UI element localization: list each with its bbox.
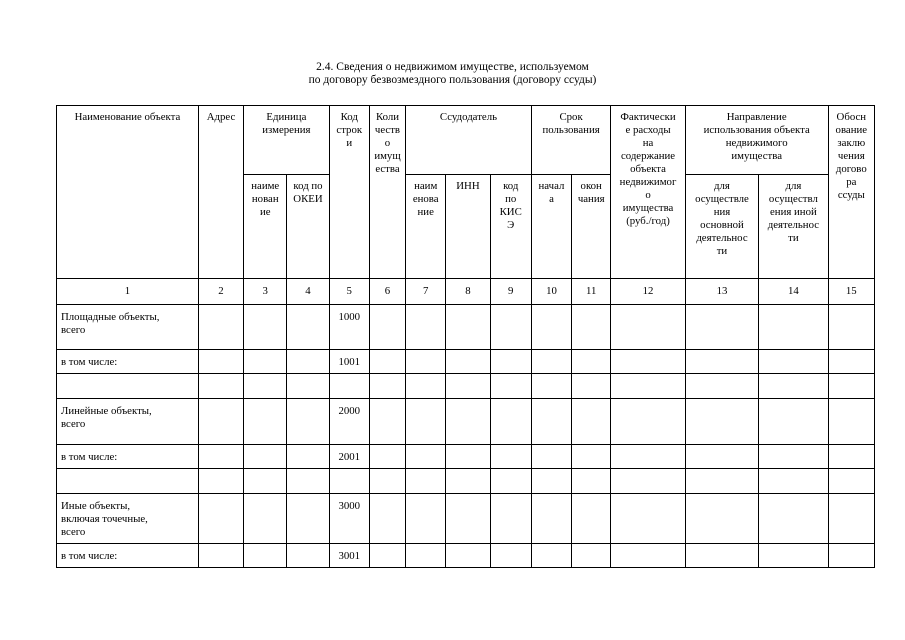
empty-cell — [572, 305, 611, 350]
empty-cell — [446, 305, 490, 350]
header-address: Адрес — [198, 106, 243, 279]
section-title-line-1: 2.4. Сведения о недвижимом имуществе, используемом — [316, 61, 589, 73]
column-number: 3 — [244, 279, 287, 305]
empty-cell — [369, 445, 405, 469]
empty-cell — [198, 544, 243, 568]
empty-cell — [369, 469, 405, 494]
table-row — [57, 374, 875, 399]
table-row — [57, 469, 875, 494]
empty-cell — [759, 305, 828, 350]
header-lender-kise: код по КИС Э — [490, 175, 531, 279]
empty-cell — [406, 374, 446, 399]
empty-cell — [828, 445, 874, 469]
header-quantity: Коли честв о имущ ества — [369, 106, 405, 279]
empty-cell — [446, 374, 490, 399]
empty-cell — [828, 374, 874, 399]
empty-cell — [369, 374, 405, 399]
header-lender-inn: ИНН — [446, 175, 490, 279]
empty-cell — [406, 350, 446, 374]
empty-cell — [446, 399, 490, 445]
empty-cell — [446, 350, 490, 374]
empty-cell — [828, 305, 874, 350]
empty-cell — [287, 399, 329, 445]
header-term-start: начал а — [531, 175, 571, 279]
empty-cell — [198, 445, 243, 469]
table-row — [57, 350, 875, 374]
row-object-name: Линейные объекты, всего — [57, 399, 199, 445]
column-number: 1 — [57, 279, 199, 305]
header-justification: Обосн ование заклю чения догово ра ссуды — [828, 106, 874, 279]
empty-cell — [446, 494, 490, 544]
row-object-name — [57, 469, 199, 494]
column-number-row — [57, 279, 875, 305]
column-number: 5 — [329, 279, 369, 305]
empty-cell — [685, 374, 758, 399]
table-row — [57, 494, 875, 544]
row-line-code: 2000 — [329, 399, 369, 445]
empty-cell — [759, 494, 828, 544]
empty-cell — [828, 494, 874, 544]
row-line-code — [329, 374, 369, 399]
empty-cell — [287, 350, 329, 374]
row-line-code: 3001 — [329, 544, 369, 568]
header-expenses: Фактически е расходы на содержание объекта недвижимог о имущества (руб./год) — [611, 106, 685, 279]
empty-cell — [828, 469, 874, 494]
empty-cell — [369, 494, 405, 544]
empty-cell — [572, 494, 611, 544]
empty-cell — [531, 469, 571, 494]
empty-cell — [287, 469, 329, 494]
empty-cell — [198, 305, 243, 350]
header-name: Наименование объекта — [57, 106, 199, 279]
column-number: 15 — [828, 279, 874, 305]
row-object-name: Иные объекты, включая точечные, всего — [57, 494, 199, 544]
empty-cell — [490, 374, 531, 399]
empty-cell — [490, 399, 531, 445]
empty-cell — [244, 445, 287, 469]
empty-cell — [828, 350, 874, 374]
empty-cell — [369, 305, 405, 350]
section-title — [0, 61, 905, 87]
column-number: 4 — [287, 279, 329, 305]
empty-cell — [828, 544, 874, 568]
table-row — [57, 399, 875, 445]
empty-cell — [685, 399, 758, 445]
empty-cell — [572, 399, 611, 445]
header-lender-name: наим енова ние — [406, 175, 446, 279]
empty-cell — [531, 305, 571, 350]
empty-cell — [572, 544, 611, 568]
empty-cell — [828, 399, 874, 445]
empty-cell — [685, 494, 758, 544]
empty-cell — [198, 374, 243, 399]
property-table — [56, 105, 875, 568]
empty-cell — [369, 544, 405, 568]
empty-cell — [406, 399, 446, 445]
empty-cell — [287, 494, 329, 544]
empty-cell — [685, 350, 758, 374]
empty-cell — [759, 374, 828, 399]
empty-cell — [611, 494, 685, 544]
empty-cell — [759, 399, 828, 445]
empty-cell — [287, 305, 329, 350]
empty-cell — [369, 399, 405, 445]
header-term-end: окон чания — [572, 175, 611, 279]
table-row — [57, 544, 875, 568]
empty-cell — [759, 445, 828, 469]
row-object-name — [57, 374, 199, 399]
empty-cell — [572, 350, 611, 374]
row-line-code: 1001 — [329, 350, 369, 374]
empty-cell — [531, 494, 571, 544]
header-unit-okei: код по ОКЕИ — [287, 175, 329, 279]
empty-cell — [611, 350, 685, 374]
empty-cell — [759, 544, 828, 568]
row-object-name: в том числе: — [57, 544, 199, 568]
empty-cell — [406, 469, 446, 494]
column-number: 13 — [685, 279, 758, 305]
empty-cell — [572, 374, 611, 399]
row-line-code: 1000 — [329, 305, 369, 350]
empty-cell — [369, 350, 405, 374]
empty-cell — [244, 469, 287, 494]
header-direction: Направление использования объекта недвижимого имущества — [685, 106, 828, 175]
column-number: 8 — [446, 279, 490, 305]
empty-cell — [446, 544, 490, 568]
empty-cell — [611, 374, 685, 399]
header-unit-name: наиме нован ие — [244, 175, 287, 279]
header-unit: Единица измерения — [244, 106, 330, 175]
empty-cell — [244, 305, 287, 350]
table-body — [57, 305, 875, 568]
empty-cell — [611, 469, 685, 494]
empty-cell — [531, 544, 571, 568]
header-term: Срок пользования — [531, 106, 610, 175]
column-number: 2 — [198, 279, 243, 305]
empty-cell — [685, 305, 758, 350]
empty-cell — [611, 544, 685, 568]
empty-cell — [406, 305, 446, 350]
empty-cell — [531, 445, 571, 469]
row-object-name: Площадные объекты, всего — [57, 305, 199, 350]
column-number: 14 — [759, 279, 828, 305]
empty-cell — [490, 350, 531, 374]
empty-cell — [685, 544, 758, 568]
empty-cell — [490, 469, 531, 494]
section-title-line-2: по договору безвозмездного пользования (договору ссуды) — [308, 74, 597, 86]
empty-cell — [531, 374, 571, 399]
table-header — [57, 106, 875, 305]
empty-cell — [446, 469, 490, 494]
empty-cell — [198, 399, 243, 445]
header-direction-main: для осуществле ния основной деятельнос ти — [685, 175, 758, 279]
row-line-code — [329, 469, 369, 494]
column-number: 11 — [572, 279, 611, 305]
empty-cell — [406, 544, 446, 568]
empty-cell — [611, 399, 685, 445]
empty-cell — [198, 350, 243, 374]
empty-cell — [198, 494, 243, 544]
empty-cell — [446, 445, 490, 469]
empty-cell — [490, 494, 531, 544]
empty-cell — [287, 445, 329, 469]
empty-cell — [244, 544, 287, 568]
table-row — [57, 445, 875, 469]
empty-cell — [611, 445, 685, 469]
column-number: 10 — [531, 279, 571, 305]
empty-cell — [490, 305, 531, 350]
empty-cell — [406, 445, 446, 469]
header-lender: Ссудодатель — [406, 106, 532, 175]
empty-cell — [406, 494, 446, 544]
empty-cell — [611, 305, 685, 350]
header-direction-other: для осуществл ения иной деятельнос ти — [759, 175, 828, 279]
empty-cell — [685, 445, 758, 469]
empty-cell — [287, 374, 329, 399]
column-number: 12 — [611, 279, 685, 305]
row-line-code: 2001 — [329, 445, 369, 469]
row-object-name: в том числе: — [57, 445, 199, 469]
empty-cell — [244, 494, 287, 544]
empty-cell — [244, 374, 287, 399]
empty-cell — [685, 469, 758, 494]
header-line-code: Код строк и — [329, 106, 369, 279]
empty-cell — [531, 399, 571, 445]
column-number: 9 — [490, 279, 531, 305]
column-number: 6 — [369, 279, 405, 305]
empty-cell — [198, 469, 243, 494]
empty-cell — [572, 445, 611, 469]
column-number: 7 — [406, 279, 446, 305]
empty-cell — [490, 445, 531, 469]
empty-cell — [490, 544, 531, 568]
empty-cell — [531, 350, 571, 374]
empty-cell — [759, 469, 828, 494]
empty-cell — [244, 350, 287, 374]
empty-cell — [287, 544, 329, 568]
row-line-code: 3000 — [329, 494, 369, 544]
table-row — [57, 305, 875, 350]
empty-cell — [572, 469, 611, 494]
empty-cell — [244, 399, 287, 445]
empty-cell — [759, 350, 828, 374]
row-object-name: в том числе: — [57, 350, 199, 374]
